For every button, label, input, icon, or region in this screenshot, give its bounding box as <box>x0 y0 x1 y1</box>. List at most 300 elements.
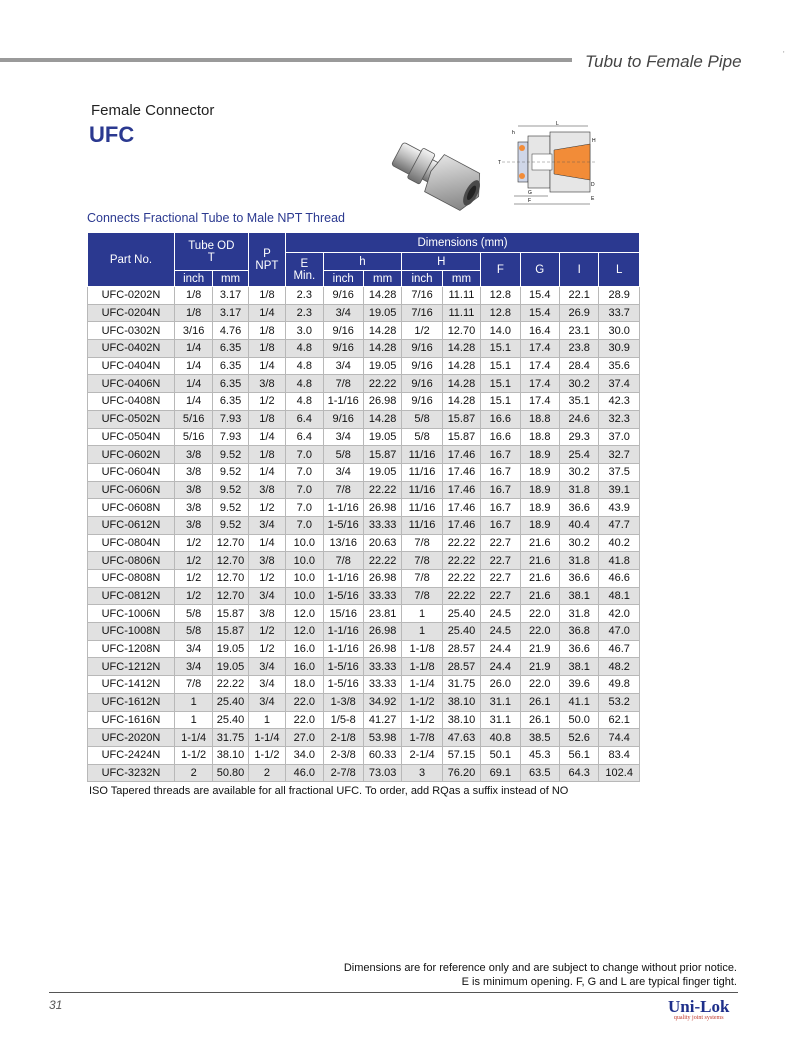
footer-rule <box>49 992 738 993</box>
table-cell: 15.87 <box>442 410 480 428</box>
table-cell: 48.2 <box>599 658 640 676</box>
header-h-small-inch: inch <box>323 271 363 287</box>
table-cell: 13/16 <box>323 534 363 552</box>
table-cell: 18.0 <box>286 676 323 694</box>
table-cell: 22.0 <box>286 711 323 729</box>
table-cell: 1 <box>402 605 442 623</box>
table-cell: 41.8 <box>599 552 640 570</box>
header-p-npt <box>248 233 285 287</box>
table-cell: 6.4 <box>286 410 323 428</box>
table-cell: 2.3 <box>286 287 323 305</box>
table-cell: 25.40 <box>213 711 248 729</box>
header-tube-inch: inch <box>174 271 212 287</box>
part-number-cell: UFC-1208N <box>88 640 175 658</box>
table-cell: 38.5 <box>520 729 559 747</box>
table-cell: 11/16 <box>402 516 442 534</box>
table-cell: 45.3 <box>520 746 559 764</box>
disclaimer <box>344 961 737 989</box>
table-cell: 1-1/4 <box>174 729 212 747</box>
table-cell: 14.28 <box>363 322 401 340</box>
header-tube-od <box>174 233 248 271</box>
table-cell: 4.8 <box>286 375 323 393</box>
table-cell: 14.28 <box>363 410 401 428</box>
drawing-label-e: E <box>591 196 595 202</box>
table-cell: 33.33 <box>363 676 401 694</box>
table-cell: 40.2 <box>599 534 640 552</box>
table-cell: 11.11 <box>442 304 480 322</box>
table-cell: 5/8 <box>323 446 363 464</box>
table-cell: 6.35 <box>213 393 248 411</box>
table-cell: 31.75 <box>442 676 480 694</box>
table-row <box>88 711 640 729</box>
table-cell: 5/8 <box>402 410 442 428</box>
table-cell: 3/8 <box>248 481 285 499</box>
table-cell: 22.22 <box>363 481 401 499</box>
table-cell: 7.0 <box>286 516 323 534</box>
table-cell: 22.0 <box>520 676 559 694</box>
table-cell: 7/8 <box>323 481 363 499</box>
table-cell: 4.8 <box>286 340 323 358</box>
table-cell: 1/2 <box>402 322 442 340</box>
part-number-cell: UFC-0602N <box>88 446 175 464</box>
table-cell: 15.1 <box>481 393 520 411</box>
table-cell: 2-1/8 <box>323 729 363 747</box>
table-cell: 24.6 <box>559 410 598 428</box>
table-cell: 16.6 <box>481 410 520 428</box>
table-cell: 1/4 <box>248 534 285 552</box>
table-cell: 38.10 <box>442 693 480 711</box>
header-h-big-inch: inch <box>402 271 442 287</box>
table-cell: 23.1 <box>559 322 598 340</box>
drawing-label-g: G <box>528 190 532 196</box>
header-tube-mm: mm <box>213 271 248 287</box>
table-cell: 53.98 <box>363 729 401 747</box>
header-p: P <box>263 247 271 260</box>
table-cell: 35.6 <box>599 357 640 375</box>
part-number-cell: UFC-0812N <box>88 587 175 605</box>
table-row <box>88 729 640 747</box>
table-cell: 17.4 <box>520 375 559 393</box>
table-cell: 1-1/2 <box>402 693 442 711</box>
table-cell: 15.87 <box>442 428 480 446</box>
table-cell: 37.4 <box>599 375 640 393</box>
table-cell: 6.4 <box>286 428 323 446</box>
table-cell: 12.0 <box>286 623 323 641</box>
table-cell: 76.20 <box>442 764 480 782</box>
table-cell: 22.0 <box>286 693 323 711</box>
table-cell: 3.0 <box>286 322 323 340</box>
table-cell: 7/16 <box>402 287 442 305</box>
table-cell: 22.22 <box>363 375 401 393</box>
table-row <box>88 304 640 322</box>
part-number-cell: UFC-0302N <box>88 322 175 340</box>
table-cell: 26.98 <box>363 640 401 658</box>
table-cell: 22.22 <box>363 552 401 570</box>
table-cell: 7/8 <box>323 375 363 393</box>
table-cell: 11/16 <box>402 499 442 517</box>
table-cell: 12.70 <box>213 587 248 605</box>
table-cell: 33.33 <box>363 587 401 605</box>
table-cell: 9.52 <box>213 516 248 534</box>
table-cell: 18.8 <box>520 410 559 428</box>
table-cell: 9.52 <box>213 481 248 499</box>
table-cell: 6.35 <box>213 340 248 358</box>
table-cell: 18.9 <box>520 481 559 499</box>
drawing-label-H: H <box>592 138 596 144</box>
header-dimensions: Dimensions (mm) <box>286 233 640 253</box>
table-cell: 7.0 <box>286 499 323 517</box>
table-cell: 60.33 <box>363 746 401 764</box>
table-cell: 3/4 <box>248 658 285 676</box>
table-cell: 7/8 <box>402 534 442 552</box>
table-cell: 1/2 <box>174 534 212 552</box>
table-cell: 22.1 <box>559 287 598 305</box>
table-cell: 15.1 <box>481 357 520 375</box>
part-number-cell: UFC-0406N <box>88 375 175 393</box>
part-number-cell: UFC-0806N <box>88 552 175 570</box>
table-cell: 17.46 <box>442 499 480 517</box>
table-cell: 7.93 <box>213 428 248 446</box>
table-cell: 24.5 <box>481 623 520 641</box>
table-cell: 1-1/2 <box>402 711 442 729</box>
table-cell: 3/8 <box>174 516 212 534</box>
table-cell: 40.4 <box>559 516 598 534</box>
table-cell: 22.0 <box>520 623 559 641</box>
section-title: Tubu to Female Pipe <box>585 52 742 71</box>
table-cell: 22.7 <box>481 587 520 605</box>
table-cell: 36.6 <box>559 570 598 588</box>
table-row <box>88 552 640 570</box>
table-cell: 48.1 <box>599 587 640 605</box>
table-cell: 39.1 <box>599 481 640 499</box>
part-number-cell: UFC-0608N <box>88 499 175 517</box>
brand-logo <box>668 997 729 1021</box>
table-cell: 22.7 <box>481 552 520 570</box>
table-cell: 14.28 <box>442 357 480 375</box>
table-cell: 28.57 <box>442 658 480 676</box>
table-cell: 3/4 <box>248 587 285 605</box>
product-model: UFC <box>89 122 135 147</box>
table-cell: 16.7 <box>481 499 520 517</box>
table-cell: 7.0 <box>286 463 323 481</box>
table-cell: 3/8 <box>174 463 212 481</box>
part-number-cell: UFC-1412N <box>88 676 175 694</box>
table-cell: 17.4 <box>520 357 559 375</box>
table-cell: 46.7 <box>599 640 640 658</box>
table-cell: 36.6 <box>559 499 598 517</box>
table-cell: 41.27 <box>363 711 401 729</box>
table-cell: 22.22 <box>213 676 248 694</box>
table-cell: 22.22 <box>442 552 480 570</box>
table-cell: 3/8 <box>174 446 212 464</box>
table-cell: 1/8 <box>174 304 212 322</box>
stray-mark: ' <box>783 50 785 59</box>
table-cell: 1 <box>248 711 285 729</box>
table-cell: 25.4 <box>559 446 598 464</box>
table-cell: 38.10 <box>442 711 480 729</box>
header-h-big: H <box>402 253 481 271</box>
table-cell: 1 <box>174 711 212 729</box>
table-cell: 22.22 <box>442 534 480 552</box>
table-row <box>88 516 640 534</box>
table-cell: 1/8 <box>248 340 285 358</box>
table-cell: 11/16 <box>402 446 442 464</box>
table-cell: 24.5 <box>481 605 520 623</box>
table-cell: 16.0 <box>286 640 323 658</box>
table-row <box>88 393 640 411</box>
table-cell: 1/2 <box>174 587 212 605</box>
table-caption: Connects Fractional Tube to Male NPT Thread <box>87 211 346 225</box>
table-cell: 14.28 <box>363 340 401 358</box>
table-cell: 28.57 <box>442 640 480 658</box>
table-cell: 26.98 <box>363 393 401 411</box>
table-cell: 26.98 <box>363 570 401 588</box>
table-cell: 31.8 <box>559 605 598 623</box>
table-cell: 42.3 <box>599 393 640 411</box>
table-cell: 19.05 <box>363 304 401 322</box>
table-cell: 2 <box>248 764 285 782</box>
table-cell: 7/8 <box>402 552 442 570</box>
table-row <box>88 322 640 340</box>
table-row <box>88 623 640 641</box>
header-i: I <box>559 253 598 287</box>
table-cell: 9/16 <box>323 410 363 428</box>
table-cell: 3/8 <box>174 481 212 499</box>
table-cell: 33.7 <box>599 304 640 322</box>
table-row <box>88 463 640 481</box>
part-number-cell: UFC-1616N <box>88 711 175 729</box>
drawing-label-l: L <box>556 121 559 127</box>
table-row <box>88 534 640 552</box>
table-row <box>88 605 640 623</box>
page-number: 31 <box>49 998 63 1012</box>
table-cell: 19.05 <box>363 428 401 446</box>
table-cell: 7/8 <box>323 552 363 570</box>
table-cell: 9/16 <box>402 375 442 393</box>
header-tube-od-symbol: T <box>207 251 215 264</box>
part-number-cell: UFC-0612N <box>88 516 175 534</box>
table-cell: 5/16 <box>174 410 212 428</box>
table-cell: 30.9 <box>599 340 640 358</box>
table-cell: 1-1/8 <box>402 640 442 658</box>
table-row <box>88 287 640 305</box>
table-row <box>88 499 640 517</box>
table-cell: 47.7 <box>599 516 640 534</box>
disclaimer-line-1: Dimensions are for reference only and are subject to change without prior notice. <box>343 962 737 974</box>
table-row <box>88 658 640 676</box>
table-cell: 9.52 <box>213 499 248 517</box>
part-number-cell: UFC-0504N <box>88 428 175 446</box>
table-cell: 7.0 <box>286 481 323 499</box>
table-cell: 36.6 <box>559 640 598 658</box>
table-cell: 21.6 <box>520 587 559 605</box>
table-cell: 16.7 <box>481 516 520 534</box>
table-cell: 37.5 <box>599 463 640 481</box>
table-cell: 1/4 <box>174 375 212 393</box>
table-cell: 1/2 <box>248 570 285 588</box>
part-number-cell: UFC-0408N <box>88 393 175 411</box>
table-cell: 3/8 <box>248 605 285 623</box>
table-cell: 11/16 <box>402 463 442 481</box>
table-cell: 3/4 <box>323 463 363 481</box>
table-cell: 33.33 <box>363 516 401 534</box>
table-cell: 2-3/8 <box>323 746 363 764</box>
header-tube-od-label: Tube OD <box>188 239 235 252</box>
table-cell: 1/8 <box>248 446 285 464</box>
table-cell: 1-1/16 <box>323 393 363 411</box>
table-cell: 10.0 <box>286 570 323 588</box>
table-cell: 47.0 <box>599 623 640 641</box>
table-row <box>88 676 640 694</box>
table-cell: 64.3 <box>559 764 598 782</box>
table-row <box>88 746 640 764</box>
disclaimer-line-2: E is minimum opening. F, G and L are typical finger tight. <box>461 976 737 988</box>
table-cell: 2 <box>174 764 212 782</box>
part-number-cell: UFC-0204N <box>88 304 175 322</box>
table-cell: 63.5 <box>520 764 559 782</box>
table-cell: 1-5/16 <box>323 676 363 694</box>
part-number-cell: UFC-3232N <box>88 764 175 782</box>
table-cell: 42.0 <box>599 605 640 623</box>
table-cell: 43.9 <box>599 499 640 517</box>
table-cell: 28.9 <box>599 287 640 305</box>
table-cell: 19.05 <box>213 658 248 676</box>
table-cell: 18.9 <box>520 463 559 481</box>
header-f: F <box>481 253 520 287</box>
table-cell: 2.3 <box>286 304 323 322</box>
table-cell: 12.70 <box>213 534 248 552</box>
table-cell: 7.0 <box>286 446 323 464</box>
table-cell: 1/4 <box>248 428 285 446</box>
table-cell: 74.4 <box>599 729 640 747</box>
table-cell: 11/16 <box>402 481 442 499</box>
table-cell: 1/4 <box>248 304 285 322</box>
table-cell: 16.4 <box>520 322 559 340</box>
table-cell: 17.46 <box>442 446 480 464</box>
table-row <box>88 340 640 358</box>
table-cell: 3 <box>402 764 442 782</box>
part-number-cell: UFC-1006N <box>88 605 175 623</box>
table-cell: 32.3 <box>599 410 640 428</box>
table-cell: 1/2 <box>174 570 212 588</box>
table-cell: 15.87 <box>363 446 401 464</box>
table-cell: 31.1 <box>481 711 520 729</box>
table-cell: 22.22 <box>442 587 480 605</box>
table-cell: 1 <box>174 693 212 711</box>
part-number-cell: UFC-0808N <box>88 570 175 588</box>
table-cell: 18.8 <box>520 428 559 446</box>
table-cell: 83.4 <box>599 746 640 764</box>
header-l: L <box>599 253 640 287</box>
table-cell: 1-1/2 <box>174 746 212 764</box>
table-cell: 15.4 <box>520 287 559 305</box>
table-cell: 1/2 <box>248 499 285 517</box>
spec-table-body <box>88 287 640 782</box>
table-cell: 1 <box>402 623 442 641</box>
table-cell: 22.7 <box>481 534 520 552</box>
table-row <box>88 410 640 428</box>
table-cell: 5/8 <box>174 623 212 641</box>
table-cell: 3/4 <box>323 428 363 446</box>
table-row <box>88 640 640 658</box>
table-cell: 36.8 <box>559 623 598 641</box>
table-cell: 38.1 <box>559 587 598 605</box>
part-number-cell: UFC-0404N <box>88 357 175 375</box>
table-cell: 17.4 <box>520 393 559 411</box>
table-cell: 25.40 <box>442 623 480 641</box>
table-row <box>88 764 640 782</box>
table-cell: 12.8 <box>481 304 520 322</box>
table-cell: 22.7 <box>481 570 520 588</box>
table-cell: 31.75 <box>213 729 248 747</box>
table-cell: 3.17 <box>213 304 248 322</box>
table-cell: 21.6 <box>520 552 559 570</box>
table-cell: 1/8 <box>248 287 285 305</box>
header-e-min: Min. <box>293 269 316 282</box>
table-cell: 26.0 <box>481 676 520 694</box>
table-cell: 11.11 <box>442 287 480 305</box>
table-cell: 30.0 <box>599 322 640 340</box>
table-cell: 25.40 <box>213 693 248 711</box>
table-cell: 1/2 <box>248 623 285 641</box>
table-cell: 4.8 <box>286 357 323 375</box>
table-cell: 16.7 <box>481 481 520 499</box>
table-cell: 53.2 <box>599 693 640 711</box>
table-cell: 69.1 <box>481 764 520 782</box>
table-cell: 26.98 <box>363 499 401 517</box>
table-cell: 5/8 <box>174 605 212 623</box>
table-cell: 29.3 <box>559 428 598 446</box>
table-cell: 1/8 <box>174 287 212 305</box>
table-cell: 25.40 <box>442 605 480 623</box>
table-cell: 14.28 <box>442 340 480 358</box>
table-cell: 21.9 <box>520 640 559 658</box>
table-cell: 27.0 <box>286 729 323 747</box>
table-cell: 46.6 <box>599 570 640 588</box>
table-cell: 3/16 <box>174 322 212 340</box>
table-cell: 9/16 <box>402 357 442 375</box>
table-cell: 31.1 <box>481 693 520 711</box>
table-cell: 3/4 <box>248 516 285 534</box>
table-cell: 1/5-8 <box>323 711 363 729</box>
table-cell: 3/4 <box>323 357 363 375</box>
table-cell: 7/8 <box>402 587 442 605</box>
table-cell: 9/16 <box>402 340 442 358</box>
table-cell: 6.35 <box>213 375 248 393</box>
table-cell: 73.03 <box>363 764 401 782</box>
table-cell: 4.8 <box>286 393 323 411</box>
table-cell: 1/8 <box>248 322 285 340</box>
table-cell: 12.70 <box>442 322 480 340</box>
table-cell: 52.6 <box>559 729 598 747</box>
table-cell: 3.17 <box>213 287 248 305</box>
table-cell: 1-5/16 <box>323 587 363 605</box>
table-cell: 6.35 <box>213 357 248 375</box>
table-cell: 12.70 <box>213 552 248 570</box>
table-cell: 12.0 <box>286 605 323 623</box>
table-cell: 1-1/8 <box>402 658 442 676</box>
table-cell: 3/4 <box>248 693 285 711</box>
brand-name: Uni-Lok <box>668 997 730 1016</box>
table-cell: 38.10 <box>213 746 248 764</box>
part-number-cell: UFC-0604N <box>88 463 175 481</box>
table-cell: 102.4 <box>599 764 640 782</box>
table-cell: 1-7/8 <box>402 729 442 747</box>
table-cell: 19.05 <box>363 463 401 481</box>
table-row <box>88 587 640 605</box>
table-cell: 62.1 <box>599 711 640 729</box>
table-cell: 32.7 <box>599 446 640 464</box>
